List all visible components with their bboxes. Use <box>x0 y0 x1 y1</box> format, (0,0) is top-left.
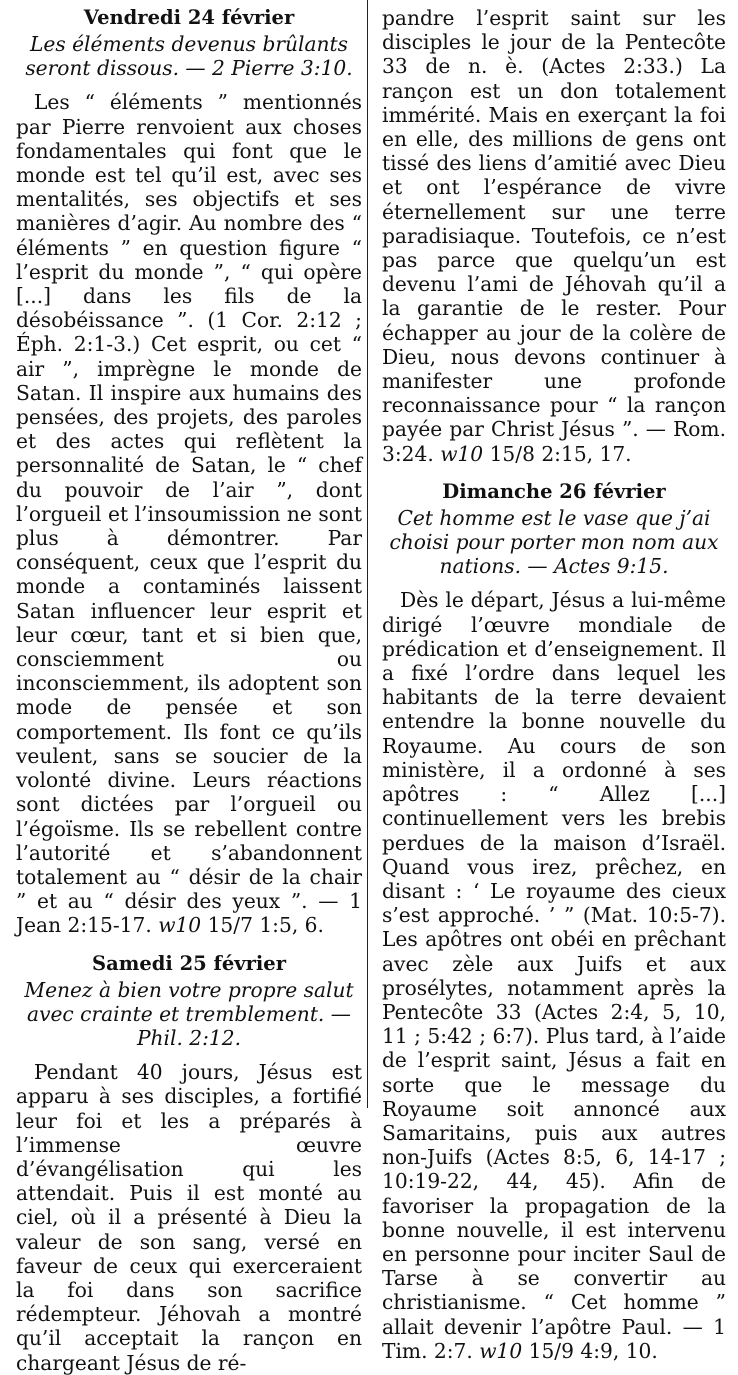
commentary-saturday-continued <box>382 6 726 466</box>
entry-date-friday: Vendredi 24 février <box>83 6 295 29</box>
right-column <box>382 6 726 1363</box>
entry-date-sunday: Dimanche 26 février <box>442 479 666 503</box>
reference-location: 15/7 1:5, 6. <box>201 913 324 938</box>
left-column <box>16 6 362 1375</box>
reference-publication: w10 <box>158 913 202 938</box>
theme-verse-saturday: Menez à bien votre propre salut avec crainte et tremblement. — Phil. 2:12. <box>24 977 354 1050</box>
reference-location: 15/8 2:15, 17. <box>483 441 632 466</box>
commentary-sunday <box>382 588 726 1363</box>
reference-publication: w10 <box>479 1338 523 1363</box>
theme-verse-sunday: Cet homme est le vase que j’ai choisi pour porter mon nom aux nations. — Actes 9:15. <box>389 505 719 579</box>
reference-location: 15/9 4:9, 10. <box>522 1338 658 1363</box>
entry-date-saturday: Samedi 25 février <box>91 951 286 975</box>
commentary-saturday-text: Pendant 40 jours, Jésus est apparu à ses disciples, a fortifié leur foi et les a préparés à l’immense œuvre d’évangélisation qui les attendait. Puis il est monté au ciel, où il a présenté à Dieu la valeur de son sang, versé en faveur de ceux qui exerceraient la foi dans son sacrifice rédempteur. Jéhovah a montré qu’il acceptait la rançon en chargeant Jésus de ré- <box>16 1060 362 1375</box>
commentary-friday-text: Les “ éléments ” mentionnés par Pierre renvoient aux choses fondamentales qui font que le monde est tel qu’il est, avec ses mentalités, ses objectifs et ses manières d’agir. Au nombre des “ éléments ” en question figure “ l’esprit du monde ”, “ qui opère [...] dans les fils de la désobéissance ”. (1 Cor. 2:12 ; Éph. 2:1-3.) Cet esprit, ou cet “ air ”, imprègne le monde de Satan. Il inspire aux humains des pensées, des projets, des paroles et des actes qui reflètent la personnalité de Satan, le “ chef du pouvoir de l’air ”, dont l’orgueil et l’insoumission ne sont plus à démontrer. Par conséquent, ceux que l’esprit du monde a contaminés laissent Satan influencer leur esprit et leur cœur, tant et si bien que, consciemment ou inconsciemment, ils adoptent son mode de pensée et son comportement. Ils font ce qu’ils veulent, sans se soucier de la volonté divine. Leurs réactions sont dictées par l’orgueil ou l’égoïsme. Ils se rebellent contre l’autorité et s’abandonnent totalement au “ désir de la chair ” et au “ désir des yeux ”. — 1 Jean 2:15-17. <box>16 90 362 938</box>
commentary-sunday-text: Dès le départ, Jésus a lui-même dirigé l’œuvre mondiale de prédication et d’enseignement. Il a fixé l’ordre dans lequel les habitants de la terre devaient entendre la bonne nouvelle du Royaume. Au cours de son ministère, il a ordonné à ses apôtres : “ Allez [...] continuellement vers les brebis perdues de la maison d’Israël. Quand vous irez, prêchez, en disant : ‘ Le royaume des cieux s’est approché. ’ ” (Mat. 10:5-7). Les apôtres ont obéi en prêchant avec zèle aux Juifs et aux prosélytes, notamment après la Pentecôte 33 (Actes 2:4, 5, 10, 11 ; 5:42 ; 6:7). Plus tard, à l’aide de l’esprit saint, Jésus a fait en sorte que le message du Royaume soit annoncé aux Samaritains, puis aux autres non-Juifs (Actes 8:5, 6, 14-17 ; 10:19-22, 44, 45). Afin de favoriser la propagation de la bonne nouvelle, il est intervenu en personne pour inciter Saul de Tarse à se convertir au christianisme. “ Cet homme ” allait devenir l’apôtre Paul. — 1 Tim. 2:7. <box>382 588 726 1363</box>
reference-publication: w10 <box>440 441 484 466</box>
theme-verse-friday: Les éléments devenus brûlants seront dissous. — 2 Pierre 3:10. <box>25 32 353 81</box>
commentary-friday <box>16 90 362 937</box>
commentary-saturday-continued-text: pandre l’esprit saint sur les disciples le jour de la Pentecôte 33 de n. è. (Actes 2:33.) La rançon est un don totalement immérité. Mais en exerçant la foi en elle, des millions de gens ont tissé des liens d’amitié avec Dieu et ont l’espérance de vivre éternellement sur une terre paradisiaque. Toutefois, ce n’est pas parce que quelqu’un est devenu l’ami de Jéhovah qu’il a la garantie de le rester. Pour échapper au jour de la colère de Dieu, nous devons continuer à manifester une profonde reconnaissance pour “ la rançon payée par Christ Jésus ”. — Rom. 3:24. <box>382 6 726 466</box>
commentary-saturday <box>16 1060 362 1375</box>
column-divider <box>367 0 368 1108</box>
